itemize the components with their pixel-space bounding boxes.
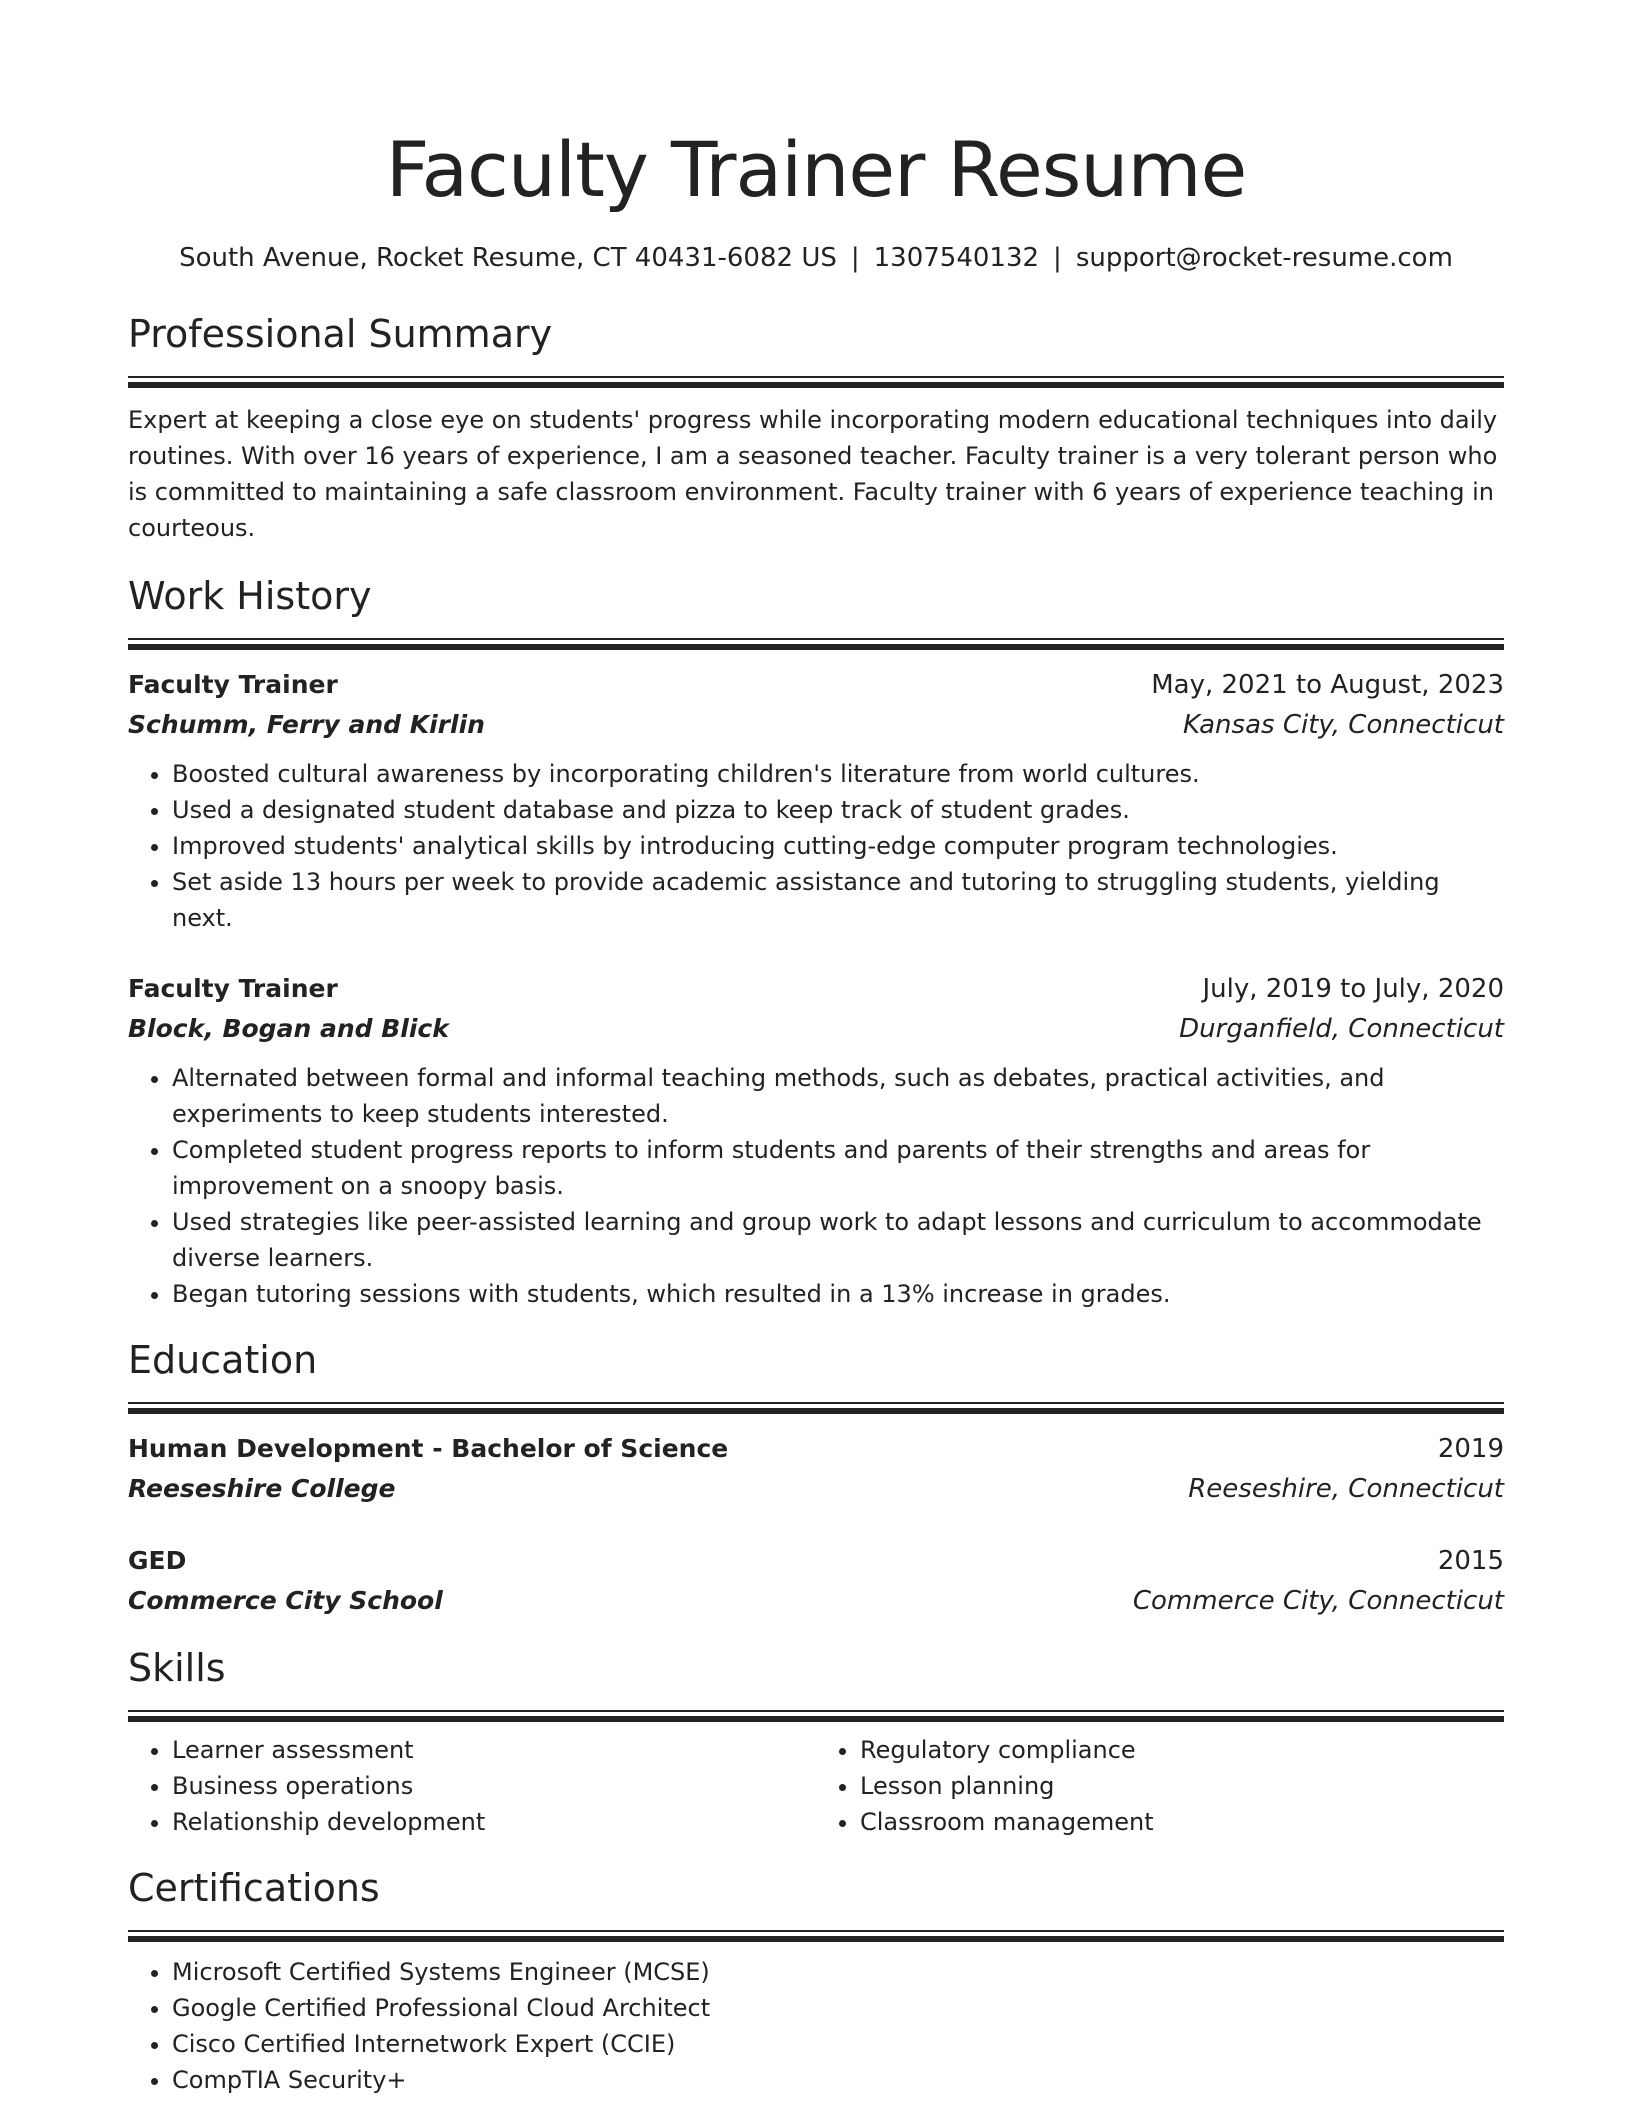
certifications-section — [128, 1862, 1504, 2098]
skills-section — [128, 1642, 1504, 1840]
job-bullets — [128, 756, 1504, 936]
skills-grid — [128, 1732, 1504, 1840]
job-bullets — [128, 1060, 1504, 1312]
list-item: • Business operations — [172, 1768, 816, 1804]
education-subheader — [128, 1582, 1504, 1620]
education-entry — [128, 1542, 1504, 1620]
summary-text: Expert at keeping a close eye on students' progress while incorporating modern educational techniques into daily routines. With over 16 years of experience, I am a seasoned teacher. Faculty trainer is a very tolerant person who is committed to maintaining a safe classroom environment. Faculty trainer with 6 years of experience teaching in courteous. — [128, 406, 1498, 542]
education-section — [128, 1334, 1504, 1620]
resume-title: Faculty Trainer Resume — [385, 125, 1247, 214]
education-degree: Human Development - Bachelor of Science — [128, 1434, 729, 1463]
section-divider — [128, 1710, 1504, 1722]
list-item: • Relationship development — [172, 1804, 816, 1840]
section-title-skills: Skills — [128, 1646, 226, 1690]
list-item: • Cisco Certified Internetwork Expert (CCIE) — [172, 2026, 1504, 2062]
section-divider — [128, 638, 1504, 650]
contact-address: South Avenue, Rocket Resume, CT 40431-6082 US — [179, 243, 837, 273]
job-entry — [128, 970, 1504, 1312]
education-location: Commerce City, Connecticut — [1132, 1586, 1504, 1616]
section-title-education: Education — [128, 1338, 318, 1382]
list-item: • Completed student progress reports to inform students and parents of their strengths and areas for improvement on a snoopy basis. — [172, 1132, 1504, 1204]
job-header — [128, 970, 1504, 1008]
contact-line — [128, 240, 1504, 276]
section-title-summary: Professional Summary — [128, 312, 553, 356]
contact-phone: 1307540132 — [873, 243, 1040, 273]
education-subheader — [128, 1470, 1504, 1508]
list-item: • Improved students' analytical skills by introducing cutting-edge computer program technologies. — [172, 828, 1504, 864]
education-year: 2019 — [1437, 1434, 1504, 1464]
job-dates: May, 2021 to August, 2023 — [1151, 670, 1504, 700]
list-item: • Boosted cultural awareness by incorporating children's literature from world cultures. — [172, 756, 1504, 792]
list-item: • Alternated between formal and informal teaching methods, such as debates, practical activities, and experiments to keep students interested. — [172, 1060, 1504, 1132]
section-divider — [128, 376, 1504, 388]
job-company: Schumm, Ferry and Kirlin — [128, 710, 485, 739]
list-item: • Regulatory compliance — [860, 1732, 1504, 1768]
list-item: • Learner assessment — [172, 1732, 816, 1768]
job-role: Faculty Trainer — [128, 974, 338, 1003]
job-company: Block, Bogan and Blick — [128, 1014, 449, 1043]
section-title-certifications: Certifications — [128, 1866, 380, 1910]
section-title-work: Work History — [128, 574, 372, 618]
certifications-list — [128, 1954, 1504, 2098]
work-history-section — [128, 570, 1504, 1312]
job-dates: July, 2019 to July, 2020 — [1202, 974, 1504, 1004]
contact-email: support@rocket-resume.com — [1075, 243, 1453, 273]
education-year: 2015 — [1437, 1546, 1504, 1576]
job-location: Kansas City, Connecticut — [1183, 710, 1504, 740]
education-header — [128, 1542, 1504, 1580]
job-location: Durganfield, Connecticut — [1179, 1014, 1504, 1044]
job-subheader — [128, 706, 1504, 744]
list-item: • Began tutoring sessions with students, which resulted in a 13% increase in grades. — [172, 1276, 1504, 1312]
skills-list-right — [816, 1732, 1504, 1840]
education-school: Reeseshire College — [128, 1474, 396, 1503]
education-entry — [128, 1430, 1504, 1508]
list-item: • Classroom management — [860, 1804, 1504, 1840]
job-entry — [128, 666, 1504, 936]
list-item: • Set aside 13 hours per week to provide academic assistance and tutoring to struggling students, yielding next. — [172, 864, 1504, 936]
contact-separator: | — [850, 243, 860, 273]
list-item: • Microsoft Certified Systems Engineer (MCSE) — [172, 1954, 1504, 1990]
list-item: • CompTIA Security+ — [172, 2062, 1504, 2098]
job-header — [128, 666, 1504, 704]
education-location: Reeseshire, Connecticut — [1188, 1474, 1504, 1504]
list-item: • Used a designated student database and pizza to keep track of student grades. — [172, 792, 1504, 828]
education-school: Commerce City School — [128, 1586, 443, 1615]
job-subheader — [128, 1010, 1504, 1048]
section-divider — [128, 1930, 1504, 1942]
education-header — [128, 1430, 1504, 1468]
contact-separator: | — [1053, 243, 1062, 273]
list-item: • Used strategies like peer-assisted learning and group work to adapt lessons and curriculum to accommodate diverse learners. — [172, 1204, 1504, 1276]
list-item: • Lesson planning — [860, 1768, 1504, 1804]
skills-list-left — [128, 1732, 816, 1840]
section-divider — [128, 1402, 1504, 1414]
job-role: Faculty Trainer — [128, 670, 338, 699]
summary-section — [128, 308, 1504, 546]
education-degree: GED — [128, 1546, 187, 1575]
list-item: • Google Certified Professional Cloud Architect — [172, 1990, 1504, 2026]
